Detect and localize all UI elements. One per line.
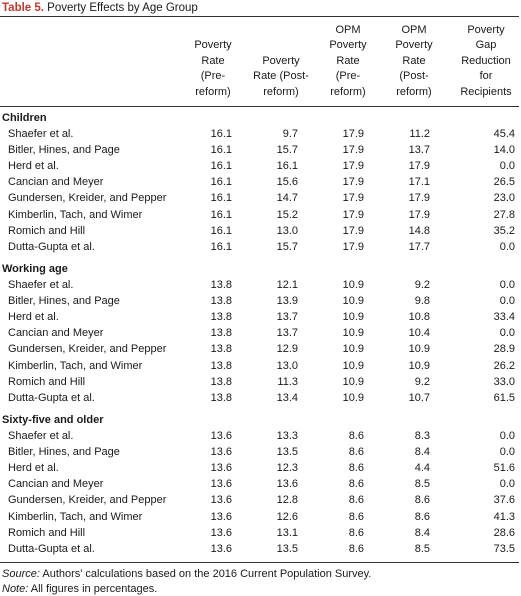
cell-value: 16.1 — [210, 208, 232, 221]
column-header-line: (Pre- — [200, 70, 226, 82]
cell-value: 13.7 — [408, 144, 430, 157]
row-label: Dutta-Gupta et al. — [8, 391, 95, 404]
cell-value: 26.5 — [493, 176, 515, 189]
column-header-line: Recipients — [460, 85, 512, 98]
column-header-line: Poverty — [467, 23, 505, 36]
column-header-line: Poverty — [194, 39, 232, 51]
cell-value: 13.6 — [210, 446, 232, 459]
cell-value: 28.9 — [493, 343, 515, 356]
column-header-line: reform) — [330, 85, 366, 98]
cell-value: 8.3 — [414, 430, 430, 442]
cell-value: 17.1 — [408, 176, 430, 189]
source-note — [2, 567, 371, 581]
cell-value: 15.7 — [276, 144, 298, 157]
cell-value: 0.0 — [499, 430, 515, 442]
cell-value: 17.9 — [342, 224, 364, 237]
cell-value: 17.9 — [342, 208, 364, 221]
cell-value: 8.6 — [348, 446, 364, 459]
row-label: Kimberlin, Tach, and Wimer — [8, 510, 143, 523]
cell-value: 13.6 — [210, 510, 232, 523]
row-label: Bitler, Hines, and Page — [8, 295, 120, 308]
cell-value: 13.8 — [210, 279, 232, 291]
cell-value: 17.7 — [408, 240, 430, 253]
table-row — [0, 492, 519, 508]
cell-value: 9.7 — [282, 128, 298, 140]
cell-value: 61.5 — [493, 391, 515, 404]
cell-value: 9.8 — [414, 295, 430, 308]
cell-value: 73.5 — [493, 542, 515, 555]
cell-value: 13.6 — [210, 478, 232, 491]
cell-value: 23.0 — [493, 192, 515, 205]
cell-value: 13.6 — [276, 478, 298, 491]
column-header-line: Rate — [201, 54, 225, 67]
table-row — [0, 428, 519, 444]
row-label: Bitler, Hines, and Page — [8, 446, 120, 459]
cell-value: 12.3 — [276, 462, 298, 475]
table-title-text: Poverty Effects by Age Group — [43, 2, 198, 14]
table-row — [0, 207, 519, 223]
cell-value: 17.9 — [342, 192, 364, 205]
cell-value: 13.9 — [276, 295, 298, 308]
cell-value: 16.1 — [210, 160, 232, 173]
bottom-rule — [0, 562, 519, 563]
cell-value: 0.0 — [499, 327, 515, 340]
cell-value: 13.0 — [276, 359, 298, 372]
cell-value: 17.9 — [342, 176, 364, 189]
cell-value: 8.6 — [348, 510, 364, 523]
table-row — [0, 158, 519, 174]
cell-value: 10.8 — [408, 311, 430, 324]
cell-value: 8.4 — [414, 446, 430, 459]
cell-value: 13.0 — [276, 224, 298, 237]
header-rule — [0, 106, 519, 107]
table-row — [0, 309, 519, 325]
column-header-line: Poverty — [329, 39, 367, 51]
cell-value: 8.6 — [348, 478, 364, 491]
cell-value: 10.7 — [408, 391, 430, 404]
row-label: Kimberlin, Tach, and Wimer — [8, 359, 143, 372]
column-header-line: (Post- — [399, 70, 429, 82]
table-row — [0, 325, 519, 341]
table-row — [0, 374, 519, 390]
cell-value: 4.4 — [414, 462, 430, 475]
table-row — [0, 444, 519, 460]
cell-value: 14.8 — [408, 224, 430, 237]
table-row — [0, 293, 519, 309]
table-title — [2, 1, 198, 15]
table-row — [0, 341, 519, 357]
table-row — [0, 358, 519, 374]
column-header-line: Gap — [475, 39, 497, 51]
row-label: Gundersen, Kreider, and Pepper — [8, 192, 167, 205]
column-header-5 — [446, 23, 521, 101]
cell-value: 15.6 — [276, 176, 298, 189]
cell-value: 33.4 — [493, 311, 515, 324]
cell-value: 0.0 — [499, 279, 515, 291]
cell-value: 10.9 — [342, 375, 364, 388]
cell-value: 12.1 — [276, 279, 298, 291]
cell-value: 28.6 — [493, 526, 515, 539]
cell-value: 0.0 — [499, 160, 515, 173]
cell-value: 10.9 — [408, 343, 430, 356]
column-header-line: Poverty — [262, 54, 300, 67]
cell-value: 13.5 — [276, 446, 298, 459]
table-row — [0, 541, 519, 557]
cell-value: 16.1 — [210, 128, 232, 140]
row-label: Kimberlin, Tach, and Wimer — [8, 208, 143, 221]
cell-value: 13.5 — [276, 542, 298, 555]
cell-value: 8.6 — [348, 430, 364, 442]
cell-value: 13.6 — [210, 462, 232, 475]
cell-value: 13.6 — [210, 494, 232, 507]
row-label: Herd et al. — [8, 311, 59, 324]
cell-value: 10.9 — [342, 279, 364, 291]
cell-value: 12.9 — [276, 343, 298, 356]
table-row — [0, 525, 519, 541]
table-row — [0, 476, 519, 492]
row-label: Herd et al. — [8, 160, 59, 173]
cell-value: 13.8 — [210, 391, 232, 404]
cell-value: 16.1 — [210, 240, 232, 253]
cell-value: 8.4 — [414, 526, 430, 539]
table-row — [0, 509, 519, 525]
cell-value: 11.2 — [409, 128, 430, 140]
column-header-line: reform) — [396, 85, 432, 98]
figures-note — [2, 582, 157, 596]
cell-value: 27.8 — [493, 208, 515, 221]
cell-value: 10.9 — [342, 327, 364, 340]
table-row — [0, 126, 519, 142]
row-label: Shaefer et al. — [8, 128, 74, 140]
cell-value: 0.0 — [499, 240, 515, 253]
cell-value: 35.2 — [493, 224, 515, 237]
section-heading: Sixty-five and older — [2, 414, 104, 426]
column-header-line: Reduction — [461, 54, 511, 67]
cell-value: 12.8 — [276, 494, 298, 507]
cell-value: 8.5 — [414, 478, 430, 491]
cell-value: 26.2 — [493, 359, 515, 372]
cell-value: 37.6 — [493, 494, 515, 507]
cell-value: 14.0 — [493, 144, 515, 157]
row-label: Herd et al. — [8, 462, 59, 475]
cell-value: 10.9 — [408, 359, 430, 372]
table-row — [0, 460, 519, 476]
cell-value: 10.9 — [342, 359, 364, 372]
cell-value: 10.4 — [408, 327, 430, 340]
row-label: Romich and Hill — [8, 375, 86, 388]
source-label: Source: — [2, 568, 40, 580]
cell-value: 13.6 — [210, 526, 232, 539]
cell-value: 13.8 — [210, 375, 232, 388]
row-label: Dutta-Gupta et al. — [8, 542, 95, 555]
row-label: Romich and Hill — [8, 526, 86, 539]
cell-value: 10.9 — [342, 311, 364, 324]
column-header-line: reform) — [263, 85, 299, 98]
column-header-line: Rate — [336, 54, 360, 67]
cell-value: 11.3 — [277, 375, 298, 388]
cell-value: 17.9 — [342, 160, 364, 173]
cell-value: 13.8 — [210, 311, 232, 324]
row-label: Cancian and Meyer — [8, 327, 104, 340]
cell-value: 10.9 — [342, 343, 364, 356]
row-label: Dutta-Gupta et al. — [8, 240, 95, 253]
cell-value: 8.6 — [348, 542, 364, 555]
cell-value: 16.1 — [210, 176, 232, 189]
cell-value: 13.8 — [210, 295, 232, 308]
cell-value: 17.9 — [342, 240, 364, 253]
row-label: Shaefer et al. — [8, 430, 74, 442]
table-number: Table 5. — [2, 2, 44, 14]
cell-value: 13.8 — [210, 327, 232, 340]
cell-value: 16.1 — [210, 144, 232, 157]
column-header-4 — [374, 23, 454, 101]
cell-value: 41.3 — [493, 510, 515, 523]
cell-value: 13.6 — [210, 430, 232, 442]
cell-value: 14.7 — [276, 192, 298, 205]
cell-value: 13.7 — [276, 311, 298, 324]
column-header-line: Rate — [402, 54, 426, 67]
cell-value: 13.6 — [210, 542, 232, 555]
cell-value: 45.4 — [493, 128, 515, 140]
table-row — [0, 174, 519, 190]
note-text: All figures in percentages. — [28, 583, 158, 595]
table-row — [0, 239, 519, 255]
row-label: Cancian and Meyer — [8, 176, 104, 189]
row-label: Shaefer et al. — [8, 279, 74, 291]
row-label: Bitler, Hines, and Page — [8, 144, 120, 157]
column-header-line: reform) — [195, 85, 231, 98]
column-header-line: for — [479, 70, 493, 82]
cell-value: 17.9 — [342, 128, 364, 140]
cell-value: 10.9 — [342, 295, 364, 308]
top-rule — [0, 16, 519, 17]
table-row — [0, 223, 519, 239]
cell-value: 17.9 — [408, 160, 430, 173]
cell-value: 8.6 — [414, 494, 430, 507]
cell-value: 51.6 — [493, 462, 515, 475]
cell-value: 17.9 — [408, 192, 430, 205]
cell-value: 17.9 — [408, 208, 430, 221]
cell-value: 0.0 — [499, 478, 515, 491]
row-label: Gundersen, Kreider, and Pepper — [8, 343, 167, 356]
row-label: Romich and Hill — [8, 224, 86, 237]
cell-value: 13.8 — [210, 343, 232, 356]
cell-value: 16.1 — [210, 224, 232, 237]
column-header-line: Rate (Post- — [253, 70, 309, 82]
cell-value: 33.0 — [493, 375, 515, 388]
source-text: Authors’ calculations based on the 2016 Current Population Survey. — [39, 568, 372, 580]
table-row — [0, 277, 519, 293]
cell-value: 9.2 — [414, 279, 430, 291]
column-header-line: OPM — [335, 23, 361, 36]
cell-value: 13.4 — [276, 391, 298, 404]
cell-value: 16.1 — [276, 160, 298, 173]
cell-value: 8.5 — [414, 542, 430, 555]
cell-value: 8.6 — [414, 510, 430, 523]
cell-value: 9.2 — [414, 375, 430, 388]
cell-value: 17.9 — [342, 144, 364, 157]
cell-value: 0.0 — [499, 295, 515, 308]
table-row — [0, 190, 519, 206]
row-label: Cancian and Meyer — [8, 478, 104, 491]
cell-value: 13.1 — [276, 526, 298, 539]
cell-value: 13.8 — [210, 359, 232, 372]
cell-value: 8.6 — [348, 462, 364, 475]
section-heading: Working age — [2, 263, 68, 275]
section-heading: Children — [2, 112, 47, 124]
cell-value: 13.3 — [276, 430, 298, 442]
column-header-line: (Pre- — [335, 70, 361, 82]
cell-value: 15.7 — [276, 240, 298, 253]
table-row — [0, 142, 519, 158]
table-row — [0, 390, 519, 406]
note-label: Note: — [2, 583, 29, 595]
cell-value: 10.9 — [342, 391, 364, 404]
cell-value: 8.6 — [348, 526, 364, 539]
row-label: Gundersen, Kreider, and Pepper — [8, 494, 167, 507]
column-header-line: Poverty — [395, 39, 433, 51]
cell-value: 0.0 — [499, 446, 515, 459]
column-header-line: OPM — [401, 23, 427, 36]
cell-value: 8.6 — [348, 494, 364, 507]
cell-value: 15.2 — [276, 208, 298, 221]
cell-value: 12.6 — [276, 510, 298, 523]
cell-value: 16.1 — [210, 192, 232, 205]
cell-value: 13.7 — [276, 327, 298, 340]
